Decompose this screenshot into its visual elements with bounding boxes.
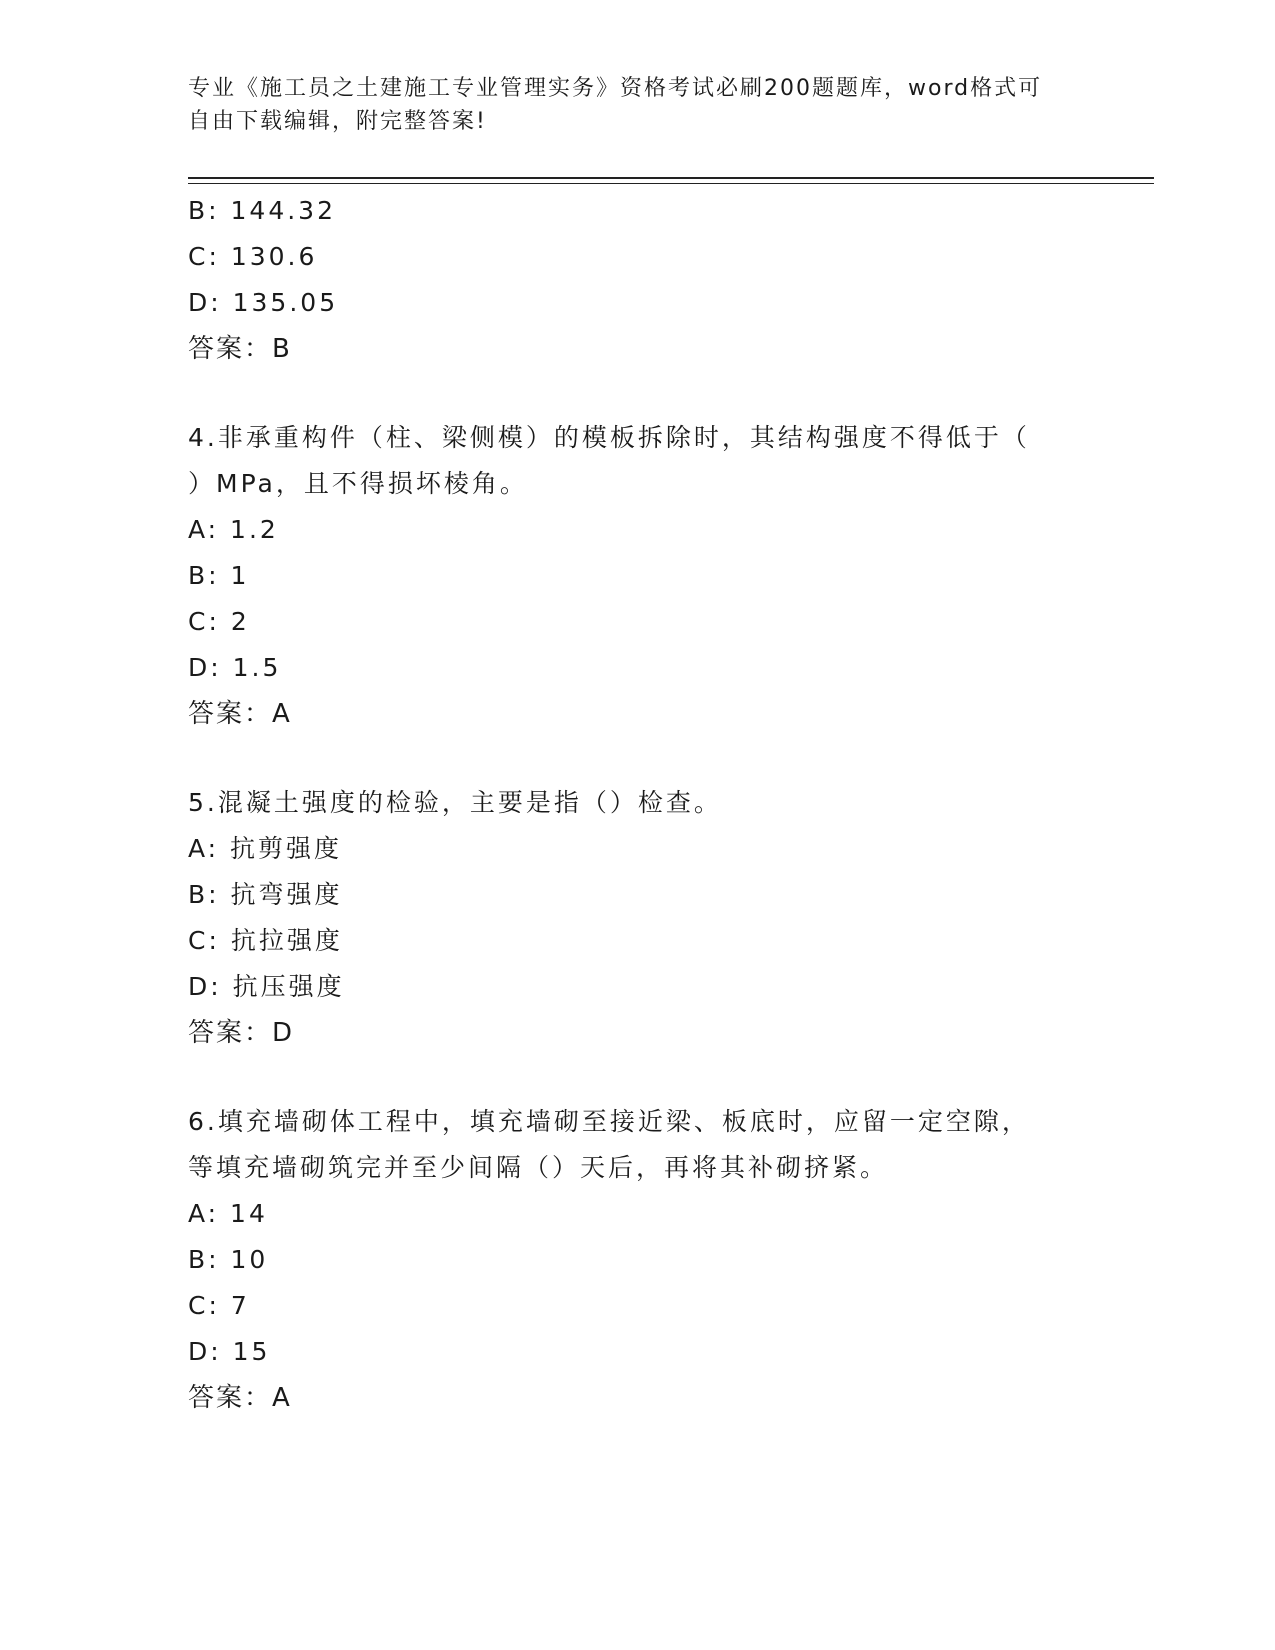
option-d: D: 抗压强度 <box>188 972 345 1001</box>
option-a: A: 1.2 <box>188 515 279 544</box>
document-header <box>188 72 1068 138</box>
question-list <box>188 188 1068 1421</box>
option-d: D: 1.5 <box>188 653 282 682</box>
question-spacer <box>188 372 1068 415</box>
option-b: B: 抗弯强度 <box>188 880 343 909</box>
option-b: B: 144.32 <box>188 196 336 225</box>
question-6 <box>188 1099 1068 1421</box>
option-d: D: 135.05 <box>188 288 339 317</box>
option-b: B: 10 <box>188 1245 269 1274</box>
question-stem-line: 4.非承重构件（柱、梁侧模）的模板拆除时，其结构强度不得低于（ <box>188 423 1030 452</box>
option-a: A: 14 <box>188 1199 268 1228</box>
header-divider-thick <box>188 177 1154 179</box>
option-a: A: 抗剪强度 <box>188 834 343 863</box>
question-3-continued <box>188 188 1068 372</box>
question-spacer <box>188 737 1068 780</box>
answer: 答案：A <box>188 1383 292 1413</box>
option-b: B: 1 <box>188 561 250 590</box>
answer: 答案：D <box>188 1018 295 1048</box>
header-line-2: 自由下载编辑，附完整答案! <box>188 109 487 134</box>
answer: 答案：B <box>188 334 292 364</box>
option-c: C: 抗拉强度 <box>188 926 343 955</box>
question-5 <box>188 780 1068 1056</box>
question-stem-line: 5.混凝土强度的检验，主要是指（）检查。 <box>188 788 722 817</box>
option-d: D: 15 <box>188 1337 271 1366</box>
question-spacer <box>188 1056 1068 1099</box>
question-stem-line: 6.填充墙砌体工程中，填充墙砌至接近梁、板底时，应留一定空隙， <box>188 1107 1030 1136</box>
header-divider-thin <box>188 183 1154 184</box>
question-stem-line: 等填充墙砌筑完并至少间隔（）天后，再将其补砌挤紧。 <box>188 1153 889 1182</box>
header-line-1: 专业《施工员之土建施工专业管理实务》资格考试必刷200题题库，word格式可 <box>188 76 1043 101</box>
question-4 <box>188 415 1068 737</box>
option-c: C: 7 <box>188 1291 250 1320</box>
option-c: C: 2 <box>188 607 250 636</box>
answer: 答案：A <box>188 699 292 729</box>
question-stem-line: ）MPa，且不得损坏棱角。 <box>188 469 528 498</box>
option-c: C: 130.6 <box>188 242 318 271</box>
